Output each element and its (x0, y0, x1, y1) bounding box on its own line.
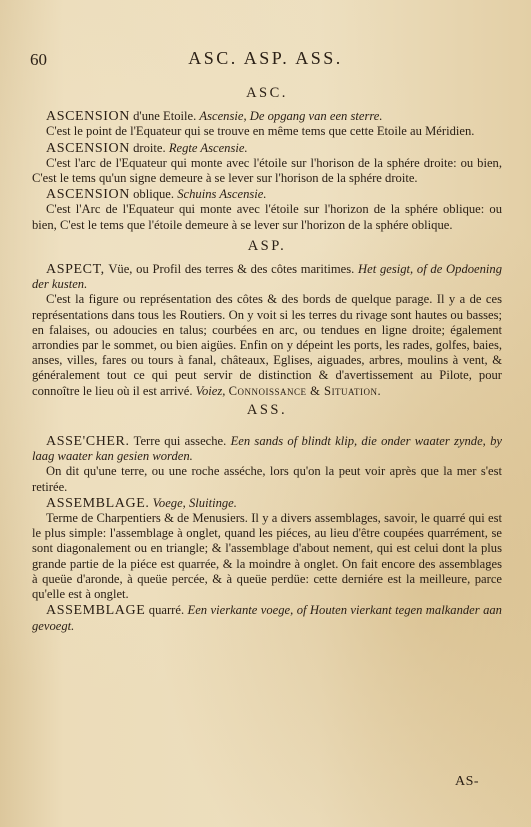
entry-assemblage-quarre (32, 603, 502, 633)
page-text (32, 84, 502, 635)
headword: ASSEMBLAGE (46, 603, 146, 619)
entry-aspect (32, 262, 502, 399)
catchword: AS- (455, 774, 480, 789)
headword: ASSE'CHER. (46, 434, 130, 450)
entry-body-text: C'est la figure ou représentation des côtes & des bords de quelque parage. Il y a de ces représentations dans tous les Routiers. On y voit si les terres du rivage sont hautes ou basses; en falaises, ou adoucies en talus; courbées en arc, ou tendues en ligne droite; également arrondies par le sommet, ou bien aigües. Enfin on y dépeint les ports, les rades, golfes, baies, anses, villes, fares ou tours à fanal, châteaux, Eglises, aiguades, arbres, moulins à vent, & généralement tout ce qui peut servir de distinction & d'avertissement au Pilote, pour connoître le lieu où il est arrivé. (32, 292, 502, 398)
section-title-asp: ASP. (247, 237, 287, 254)
page-number: 60 (30, 50, 47, 69)
headword: ASCENSION (46, 109, 130, 125)
entry-head (32, 603, 502, 633)
dutch-translation: Ascensie, De opgang van een sterre. (199, 109, 383, 124)
qualifier: Terre qui asseche. (133, 434, 227, 449)
entry-body: On dit qu'une terre, ou une roche asséche, lors qu'on la peut voir après que la mer s'est retirée. (32, 464, 502, 494)
headword: ASCENSION (46, 187, 130, 203)
dutch-translation: Een vierkante voege, of Houten vierkant tegen malkander aan gevoegt. (32, 603, 502, 633)
headword: ASCENSION (46, 140, 130, 156)
entry-head (32, 496, 502, 511)
entry-body: Terme de Charpentiers & de Menusiers. Il y a divers assemblages, savoir, le quarré qui est le plus simple: l'assemblage à onglet, quand les piéces, au lieu d'être coupées quarrément, se sont diagonalement ou en triangle; & l'assemblage d'about nement, qui est celui dont la plus grande partie de la piéce est quarrée, & la moindre à onglet. On fait encore des assemblages à queüe d'aronde, à queüe percée, & à queüe perdüe: cette derniére est la meilleure, parce qu'elle est à onglet. (32, 511, 502, 602)
section-title-ass: ASS. (246, 401, 288, 418)
see-references: Connoissance & Situation. (228, 383, 382, 398)
dutch-translation: Voege, Sluitinge. (152, 495, 237, 510)
qualifier: Vüe, ou Profil des terres & des côtes maritimes. (108, 262, 355, 277)
dutch-translation: Schuins Ascensie. (177, 187, 267, 202)
entry-body: C'est l'arc de l'Equateur qui monte avec l'étoile sur l'horison de la sphére droite: ou bien, C'est le tems qu'un signe demeure à se lever sur l'horison de la sphére droite. (32, 155, 502, 186)
running-head: ASC. ASP. ASS. (188, 48, 343, 68)
dutch-translation: Regte Ascensie. (168, 140, 248, 155)
entry-head (32, 434, 502, 464)
headword: ASSEMBLAGE. (46, 495, 150, 511)
headword: ASPECT, (46, 262, 105, 278)
entry-head (32, 187, 502, 202)
qualifier: droite. (133, 140, 166, 155)
qualifier: quarré. (148, 603, 185, 618)
entry-assecher (32, 434, 502, 495)
entry-ascension-etoile (32, 109, 502, 139)
entry-head (32, 262, 502, 292)
qualifier: oblique. (133, 187, 175, 202)
entry-body: C'est le point de l'Equateur qui se trouve en même tems que cette Etoile au Méridien. (46, 124, 475, 139)
entry-head (32, 141, 502, 156)
entry-body: C'est l'Arc de l'Equateur qui monte avec l'étoile sur l'horizon de la sphére oblique: ou bien, C'est le tems que l'étoile demeure à se lever sur l'horizon de la sphére oblique. (32, 202, 502, 232)
entry-assemblage (32, 496, 502, 602)
qualifier: d'une Etoile. (133, 109, 197, 124)
see-prefix: Voiez, (195, 383, 226, 398)
section-title-asc: ASC. (246, 85, 288, 101)
entry-body (32, 292, 502, 398)
entry-ascension-oblique (32, 187, 502, 233)
dutch-translation: Een sands of blindt klip, die onder waater zynde, by laag waater kan gesien worden. (32, 434, 502, 464)
entry-ascension-droite (32, 141, 502, 187)
entry-head (32, 109, 502, 124)
dutch-translation: Het gesigt, of de Opdoening der kusten. (32, 262, 503, 292)
